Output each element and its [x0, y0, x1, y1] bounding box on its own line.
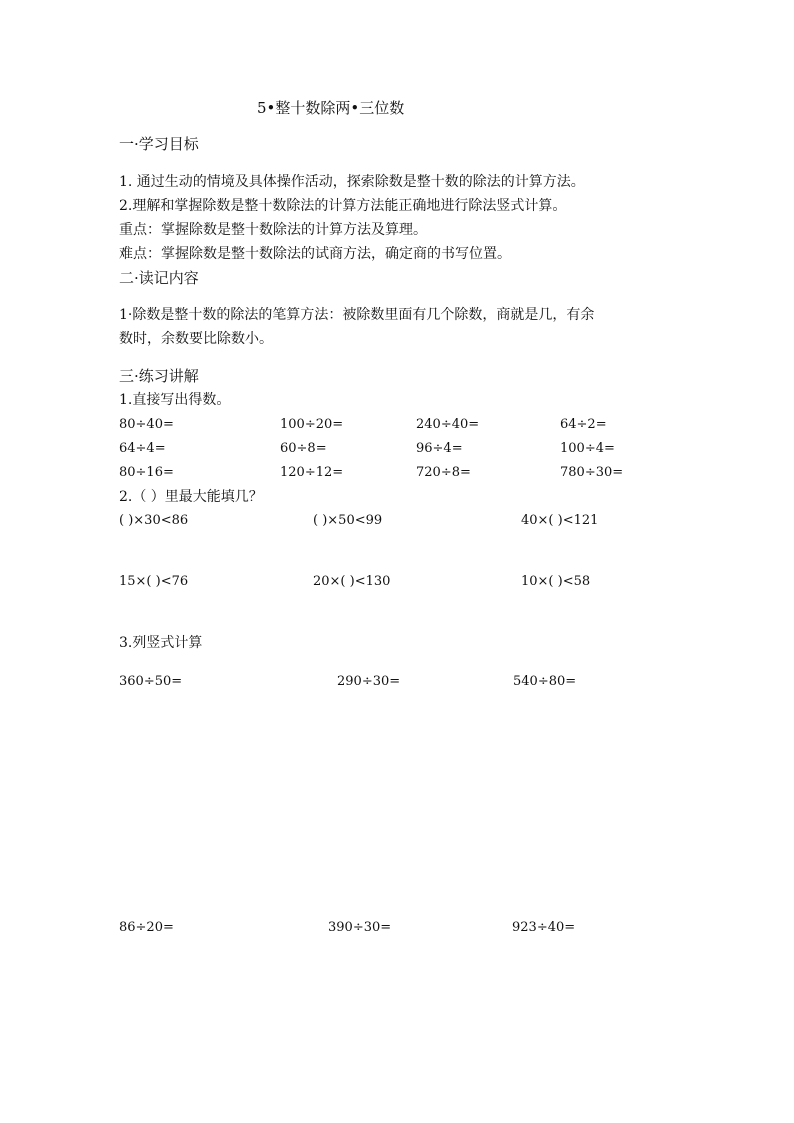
q3-label: 3.列竖式计算 — [119, 635, 203, 651]
reading-line-2: 数时，余数要比除数小。 — [119, 331, 273, 347]
q1-r2-c3: 96÷4= — [416, 441, 463, 456]
section1-heading: 一·学习目标 — [119, 135, 199, 153]
q2-label: 2.（ ）里最大能填几？ — [119, 489, 263, 505]
section2-heading: 二·读记内容 — [119, 269, 199, 287]
q2-r1-c3: 40×( )<121 — [521, 513, 599, 528]
q1-r2-c4: 100÷4= — [560, 441, 615, 456]
q3-r2-c1: 86÷20= — [119, 920, 174, 935]
q1-r2-c2: 60÷8= — [280, 441, 327, 456]
q1-r1-c3: 240÷40= — [416, 417, 480, 432]
q2-r1-c2: ( )×50<99 — [313, 513, 383, 528]
objective-line-2: 2.理解和掌握除数是整十数除法的计算方法能正确地进行除法竖式计算。 — [119, 198, 567, 214]
key-point-line: 重点：掌握除数是整十数除法的计算方法及算理。 — [119, 222, 427, 238]
q1-r3-c3: 720÷8= — [416, 465, 471, 480]
q3-r1-c1: 360÷50= — [119, 674, 183, 689]
q1-r1-c4: 64÷2= — [560, 417, 607, 432]
page-title: 5•整十数除两•三位数 — [257, 99, 405, 117]
q2-r2-c3: 10×( )<58 — [521, 574, 591, 589]
q3-r1-c3: 540÷80= — [513, 674, 577, 689]
q3-r2-c3: 923÷40= — [512, 920, 576, 935]
objective-line-1: 1. 通过生动的情境及具体操作活动，探索除数是整十数的除法的计算方法。 — [119, 174, 585, 190]
q1-r1-c2: 100÷20= — [280, 417, 344, 432]
q1-r3-c2: 120÷12= — [280, 465, 344, 480]
q1-r1-c1: 80÷40= — [119, 417, 174, 432]
q3-r1-c2: 290÷30= — [337, 674, 401, 689]
reading-line-1: 1·除数是整十数的除法的笔算方法：被除数里面有几个除数，商就是几，有余 — [119, 307, 595, 323]
q2-r2-c2: 20×( )<130 — [313, 574, 391, 589]
q1-r3-c4: 780÷30= — [560, 465, 624, 480]
q1-label: 1.直接写出得数。 — [119, 392, 231, 408]
section3-heading: 三·练习讲解 — [119, 367, 199, 385]
q1-r2-c1: 64÷4= — [119, 441, 166, 456]
q2-r1-c1: ( )×30<86 — [119, 513, 189, 528]
q2-r2-c1: 15×( )<76 — [119, 574, 189, 589]
q3-r2-c2: 390÷30= — [328, 920, 392, 935]
q1-r3-c1: 80÷16= — [119, 465, 174, 480]
difficulty-line: 难点：掌握除数是整十数除法的试商方法，确定商的书写位置。 — [119, 246, 511, 262]
